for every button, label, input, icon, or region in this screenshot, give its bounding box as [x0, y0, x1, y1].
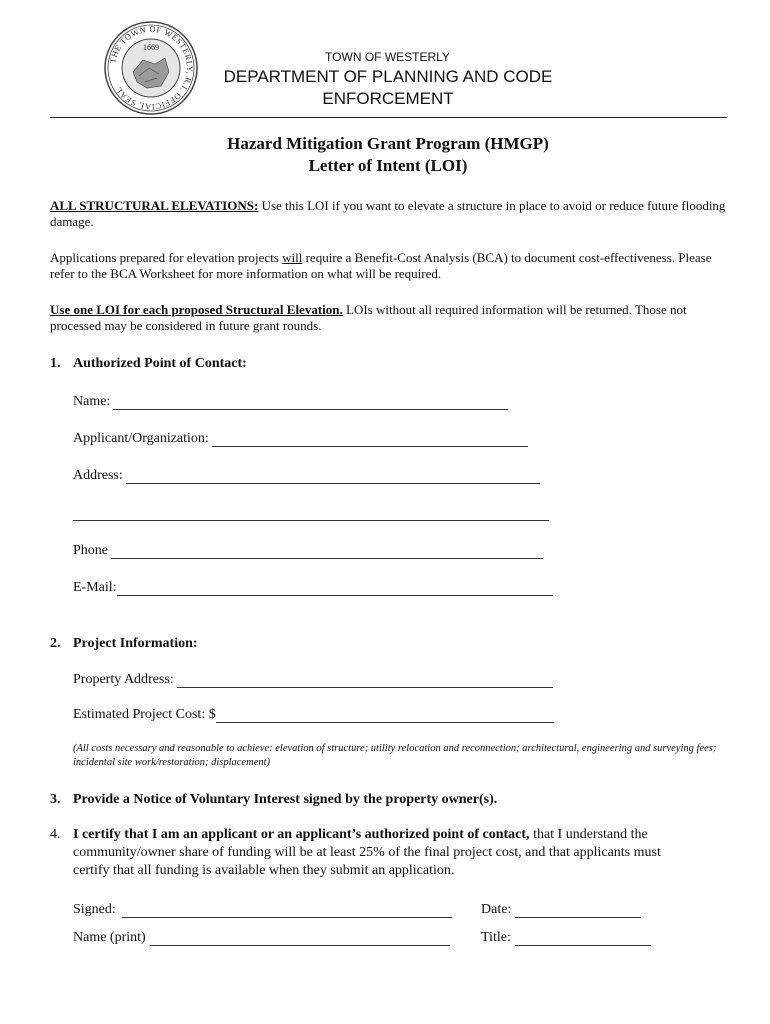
section-3-number: 3. [50, 792, 61, 807]
section-1-heading [50, 356, 247, 372]
intro-paragraph-3 [50, 302, 730, 334]
form-subtitle: Letter of Intent (LOI) [308, 156, 468, 175]
cost-note: (All costs necessary and reasonable to achieve: elevation of structure; utility relocation and reconnection; architectural, engineering and surveying fees; incidental site work/restoration; displacement) [73, 743, 717, 768]
phone-field [73, 543, 543, 559]
section-1-title: Authorized Point of Contact: [73, 356, 247, 371]
organization-input-line[interactable] [212, 432, 528, 447]
intro-paragraph-1 [50, 198, 730, 230]
town-name: TOWN OF WESTERLY [325, 50, 450, 64]
svg-text:1669: 1669 [143, 43, 159, 52]
certification-line-1-rest: that I understand the [529, 827, 648, 842]
estimated-cost-label: Estimated Project Cost: $ [73, 707, 216, 722]
intro-paragraph-1-text: Use this LOI if you want to elevate a structure in place to avoid or reduce future flooding damage. [50, 198, 726, 229]
certification-statement [50, 826, 730, 880]
organization-field [73, 431, 528, 447]
name-print-input-line[interactable] [150, 931, 450, 946]
header-divider [50, 117, 727, 118]
department-title-line2: ENFORCEMENT [322, 89, 454, 108]
town-seal [103, 20, 199, 116]
intro-paragraph-2-text-b: require a Benefit-Cost Analysis (BCA) to document cost-effectiveness. Please refer to the BCA Worksheet for more information on what will be required. [50, 250, 712, 281]
certification-line-3: certify that all funding is available when they submit an application. [73, 863, 455, 878]
will-emphasis: will [282, 250, 303, 265]
date-field [481, 902, 641, 918]
property-address-label: Property Address: [73, 672, 174, 687]
signed-field [73, 902, 452, 918]
one-loi-label: Use one LOI for each proposed Structural Elevation. [50, 302, 343, 317]
section-2-heading [50, 636, 198, 652]
address-input-line[interactable] [126, 469, 540, 484]
signed-label: Signed: [73, 902, 116, 917]
section-2-title: Project Information: [73, 636, 198, 651]
address-label: Address: [73, 468, 123, 483]
name-field [73, 394, 508, 410]
phone-input-line[interactable] [111, 544, 543, 559]
title-input-line[interactable] [515, 931, 651, 946]
name-label: Name: [73, 394, 111, 409]
svg-text:THE TOWN OF WESTERLY, R.I. OFF: THE TOWN OF WESTERLY, R.I. OFFICIAL SEAL [108, 24, 195, 112]
section-1-number: 1. [50, 356, 61, 371]
certification-line-2: community/owner share of funding will be at least 25% of the final project cost, and that applicants must [73, 845, 661, 860]
address-input-line-2[interactable] [73, 520, 549, 521]
name-print-field [73, 930, 450, 946]
estimated-cost-input-line[interactable] [216, 708, 554, 723]
email-label: E-Mail: [73, 580, 117, 595]
section-3-title: Provide a Notice of Voluntary Interest signed by the property owner(s). [73, 792, 498, 807]
section-4-number: 4. [50, 827, 61, 842]
department-title-line1: DEPARTMENT OF PLANNING AND CODE [223, 67, 553, 86]
form-title: Hazard Mitigation Grant Program (HMGP) [227, 134, 549, 153]
address-field [73, 468, 540, 484]
section-3-heading [50, 792, 497, 808]
date-input-line[interactable] [515, 903, 641, 918]
email-input-line[interactable] [117, 581, 553, 596]
estimated-cost-field [73, 707, 554, 723]
intro-paragraph-3-text: LOIs without all required information will be returned. Those not processed may be considered in future grant rounds. [50, 302, 687, 333]
structural-elevations-label: ALL STRUCTURAL ELEVATIONS: [50, 198, 259, 213]
certification-bold-text: I certify that I am an applicant or an applicant’s authorized point of contact, [73, 827, 530, 842]
title-label: Title: [481, 930, 511, 945]
section-2-number: 2. [50, 636, 61, 651]
name-input-line[interactable] [113, 395, 508, 410]
property-address-field [73, 672, 553, 688]
phone-label: Phone [73, 543, 108, 558]
title-field [481, 930, 651, 946]
organization-label: Applicant/Organization: [73, 431, 209, 446]
certification-line-1 [50, 826, 730, 844]
intro-paragraph-2-text-a: Applications prepared for elevation projects [50, 250, 283, 265]
date-label: Date: [481, 902, 512, 917]
name-print-label: Name (print) [73, 930, 146, 945]
signature-input-line[interactable] [122, 903, 452, 918]
property-address-input-line[interactable] [177, 673, 553, 688]
email-field [73, 580, 553, 596]
intro-paragraph-2 [50, 250, 730, 282]
